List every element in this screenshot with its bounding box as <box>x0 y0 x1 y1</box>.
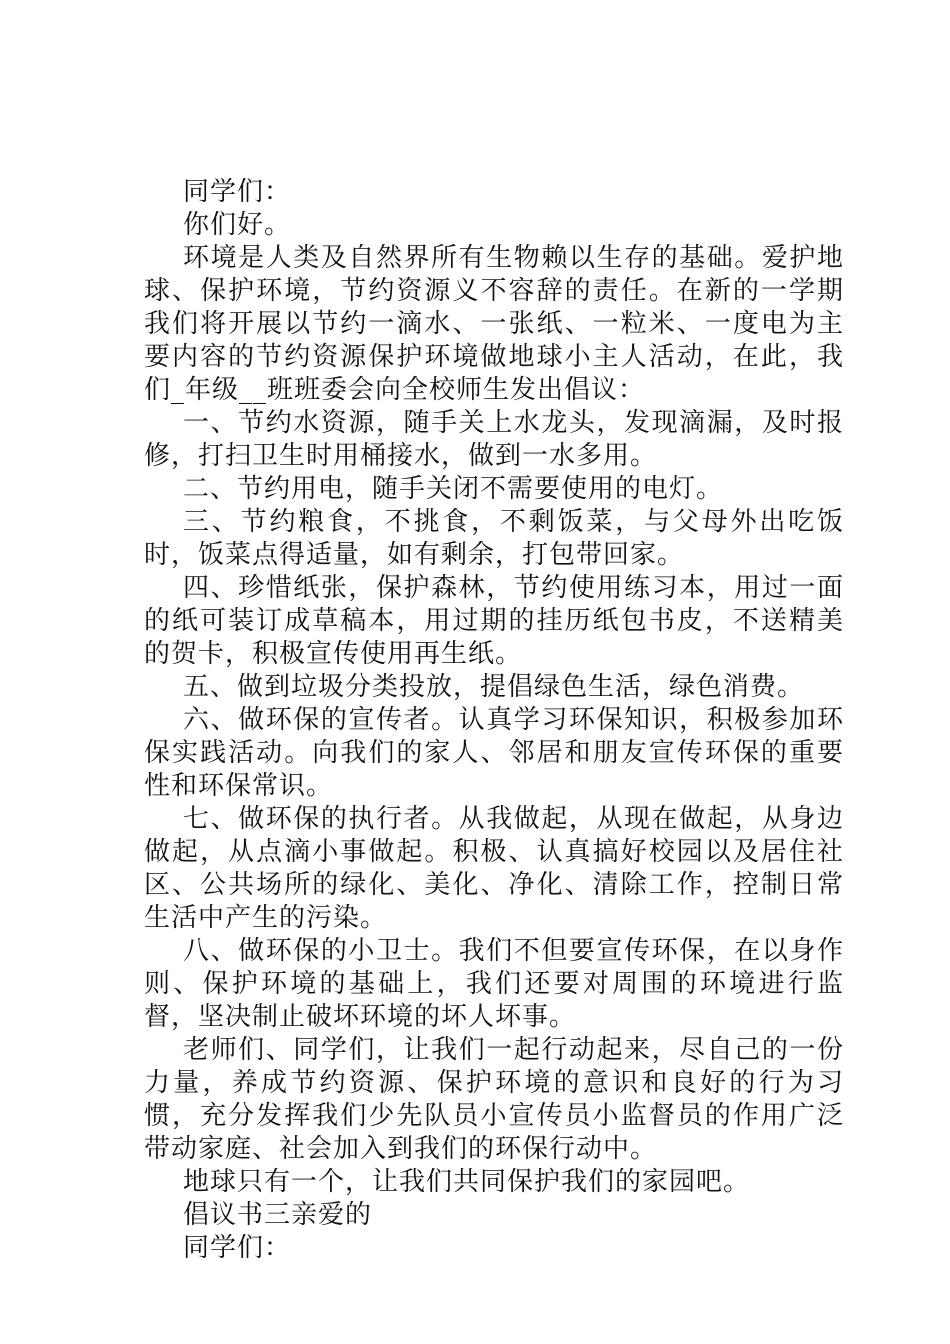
closing-slogan-paragraph: 地球只有一个，让我们共同保护我们的家园吧。 <box>183 1167 751 1197</box>
proposal-item-8: 八、做环保的小卫士。我们不但要宣传环保，在以身作则、保护环境的基础上，我们还要对周围的环境进行监督，坚决制止破坏环境的坏人坏事。 <box>144 936 844 1032</box>
proposal-item-5: 五、做到垃圾分类投放，提倡绿色生活，绿色消费。 <box>183 672 805 702</box>
proposal-item-4: 四、珍惜纸张，保护森林，节约使用练习本，用过一面的纸可装订成草稿本，用过期的挂历纸包书皮，不送精美的贺卡，积极宣传使用再生纸。 <box>144 573 844 669</box>
next-greeting-paragraph: 同学们： <box>183 1233 292 1263</box>
proposal-item-6: 六、做环保的宣传者。认真学习环保知识，积极参加环保实践活动。向我们的家人、邻居和朋友宣传环保的重要性和环保常识。 <box>144 705 844 801</box>
proposal-item-7: 七、做环保的执行者。从我做起，从现在做起，从身边做起，从点滴小事做起。积极、认真搞好校园以及居住社区、公共场所的绿化、美化、净化、清除工作，控制日常生活中产生的污染。 <box>144 804 844 933</box>
proposal-item-2: 二、节约用电，随手关闭不需要使用的电灯。 <box>183 474 724 504</box>
greeting-paragraph: 同学们： <box>183 177 292 207</box>
intro-paragraph: 环境是人类及自然界所有生物赖以生存的基础。爱护地球、保护环境，节约资源义不容辞的责任。在新的一学期我们将开展以节约一滴水、一张纸、一粒米、一度电为主要内容的节约资源保护环境做地球小主人活动，在此，我们_年级__班班委会向全校师生发出倡议： <box>144 243 844 405</box>
proposal-item-3: 三、节约粮食，不挑食，不剩饭菜，与父母外出吃饭时，饭菜点得适量，如有剩余，打包带回家。 <box>144 507 844 570</box>
next-section-heading: 倡议书三亲爱的 <box>183 1200 373 1230</box>
document-body <box>144 176 844 1265</box>
salutation-paragraph: 你们好。 <box>183 210 292 240</box>
proposal-item-1: 一、节约水资源，随手关上水龙头，发现滴漏，及时报修，打扫卫生时用桶接水，做到一水多用。 <box>144 408 844 471</box>
closing-call-paragraph: 老师们、同学们，让我们一起行动起来，尽自己的一份力量，养成节约资源、保护环境的意识和良好的行为习惯，充分发挥我们少先队员小宣传员小监督员的作用广泛带动家庭、社会加入到我们的环保行动中。 <box>144 1035 844 1164</box>
